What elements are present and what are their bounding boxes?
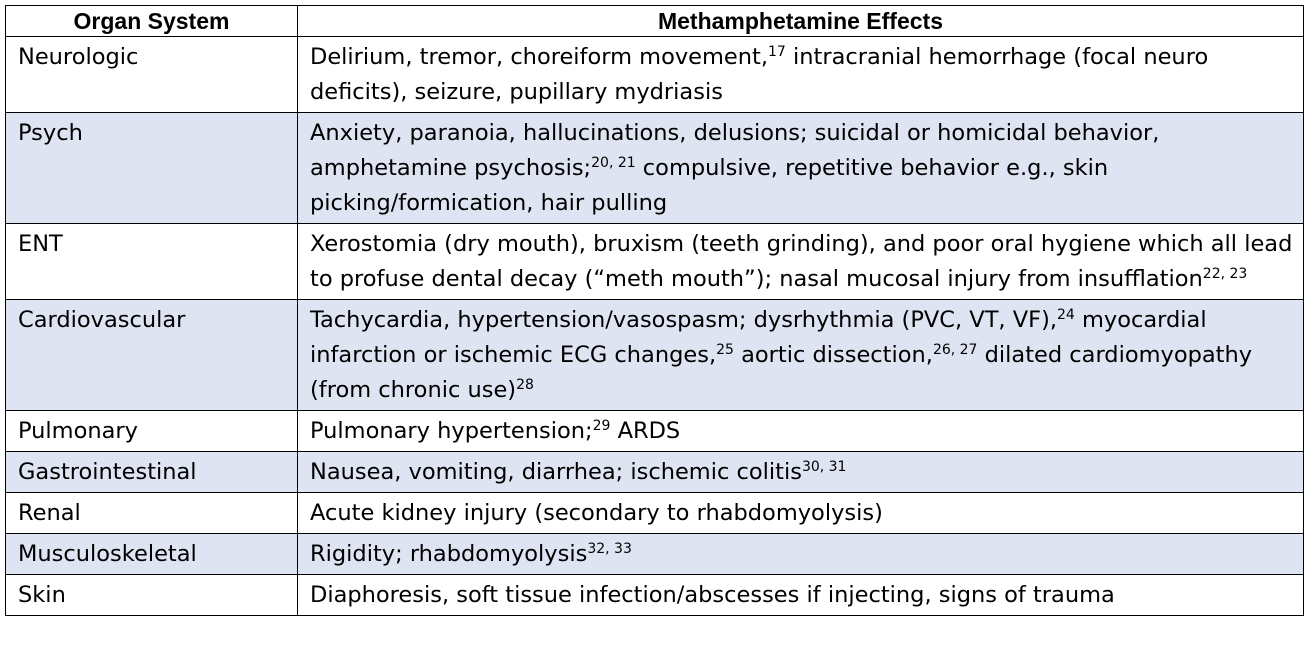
- header-organ-system: Organ System: [6, 6, 298, 37]
- organ-system-cell: Skin: [6, 575, 298, 616]
- organ-system-cell: Pulmonary: [6, 411, 298, 452]
- effects-text: Diaphoresis, soft tissue infection/abscesses if injecting, signs of trauma: [310, 582, 1115, 608]
- effects-text: myocardial infarction or ischemic ECG changes,: [310, 307, 1207, 368]
- organ-system-cell: Cardiovascular: [6, 300, 298, 411]
- table-row: [6, 300, 1304, 411]
- citation-superscript: 17: [768, 44, 786, 60]
- citation-superscript: 28: [516, 377, 534, 393]
- table-row: [6, 411, 1304, 452]
- organ-system-cell: Renal: [6, 493, 298, 534]
- effects-text: Delirium, tremor, choreiform movement,: [310, 44, 769, 70]
- organ-system-cell: Gastrointestinal: [6, 452, 298, 493]
- citation-superscript: 25: [716, 342, 734, 358]
- effects-cell: [298, 113, 1304, 224]
- effects-cell: [298, 37, 1304, 113]
- organ-system-cell: Musculoskeletal: [6, 534, 298, 575]
- effects-text: Pulmonary hypertension;: [310, 418, 593, 444]
- citation-superscript: 32, 33: [587, 541, 632, 557]
- table-row: [6, 575, 1304, 616]
- table-row: [6, 534, 1304, 575]
- table-row: [6, 37, 1304, 113]
- citation-superscript: 26, 27: [932, 342, 978, 358]
- citation-superscript: 29: [592, 418, 611, 434]
- effects-text: Acute kidney injury (secondary to rhabdomyolysis): [310, 500, 883, 526]
- header-methamphetamine-effects: Methamphetamine Effects: [298, 6, 1304, 37]
- citation-superscript: 22, 23: [1202, 266, 1248, 282]
- citation-superscript: 20, 21: [591, 155, 636, 171]
- effects-text: Nausea, vomiting, diarrhea; ischemic colitis: [310, 459, 802, 485]
- table-row: [6, 493, 1304, 534]
- effects-text: Xerostomia (dry mouth), bruxism (teeth grinding), and poor oral hygiene which all lead to profuse dental decay (“meth mouth”); nasal mucosal injury from insufflation: [310, 231, 1293, 292]
- effects-text: ARDS: [610, 418, 681, 444]
- effects-text: Tachycardia, hypertension/vasospasm; dysrhythmia (PVC, VT, VF),: [310, 307, 1058, 333]
- effects-text: aortic dissection,: [733, 342, 933, 368]
- effects-text: Rigidity; rhabdomyolysis: [310, 541, 588, 567]
- effects-text: intracranial hemorrhage (focal neuro deficits), seizure, pupillary mydriasis: [310, 44, 1209, 105]
- organ-system-cell: Psych: [6, 113, 298, 224]
- effects-cell: [298, 452, 1304, 493]
- effects-cell: [298, 575, 1304, 616]
- organ-system-cell: Neurologic: [6, 37, 298, 113]
- effects-text: dilated cardiomyopathy (from chronic use): [310, 342, 1253, 403]
- effects-text: compulsive, repetitive behavior e.g., skin picking/formication, hair pulling: [310, 155, 1109, 216]
- table-row: [6, 113, 1304, 224]
- organ-system-cell: ENT: [6, 224, 298, 300]
- citation-superscript: 24: [1057, 307, 1075, 323]
- effects-cell: [298, 411, 1304, 452]
- table-body: [6, 37, 1304, 616]
- header-row: [6, 6, 1304, 37]
- citation-superscript: 30, 31: [801, 459, 847, 475]
- table-row: [6, 224, 1304, 300]
- organ-effects-table: [5, 5, 1304, 616]
- table-row: [6, 452, 1304, 493]
- effects-cell: [298, 493, 1304, 534]
- effects-cell: [298, 224, 1304, 300]
- effects-text: Anxiety, paranoia, hallucinations, delusions; suicidal or homicidal behavior, amphetamine psychosis;: [310, 120, 1160, 181]
- effects-cell: [298, 300, 1304, 411]
- effects-cell: [298, 534, 1304, 575]
